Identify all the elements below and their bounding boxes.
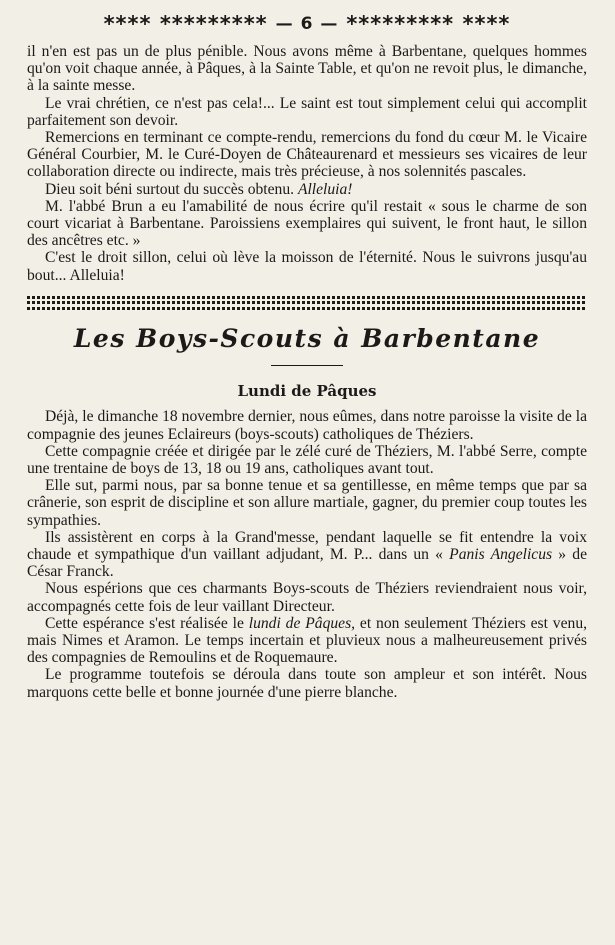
- panis-angelicus-italic: Panis Angelicus: [449, 545, 553, 563]
- article-subtitle: Lundi de Pâques: [237, 382, 377, 401]
- paragraph-text: » de César Franck.: [27, 545, 588, 581]
- paragraph: Cette compagnie créée et dirigée par le zélé curé de Théziers, M. l'abbé Serre, compte une trentaine de boys de 13, 18 ou 19 ans, catholiques avant tout.: [27, 442, 587, 477]
- paragraph: [27, 181, 587, 198]
- lundi-de-paques-italic: lundi de Pâques,: [248, 614, 356, 632]
- paragraph-text: Ils assistèrent en corps à la Grand'messe, pendant laquelle se fit entendre la voix chaude et sympathique d'un vaillant adjudant, M. P... dans un «: [27, 528, 587, 563]
- header-right-stars: ********* ****: [346, 12, 511, 36]
- paragraph: [27, 529, 587, 581]
- paragraph: Elle sut, parmi nous, par sa bonne tenue et sa gentillesse, en même temps que par sa crânerie, son esprit de discipline et son allure martiale, gagner, du premier coup toutes les sympathies.: [27, 477, 587, 529]
- paragraph: Le vrai chrétien, ce n'est pas cela!... Le saint est tout simplement celui qui accomplit parfaitement son devoir.: [27, 94, 587, 129]
- article-title: Les Boys-Scouts à Barbentane: [73, 323, 541, 353]
- paragraph: Nous espérions que ces charmants Boys-scouts de Théziers reviendraient nous voir, accompagnés cette fois de leur vaillant Directeur.: [27, 580, 587, 615]
- paragraph: il n'en est pas un de plus pénible. Nous avons même à Barbentane, quelques hommes qu'on voit chaque année, à Pâques, à la Sainte Table, et qu'on ne revoit plus, le dimanche, à la sainte messe.: [27, 43, 587, 95]
- paragraph-text: et non seulement Théziers est venu, mais Nimes et Aramon. Le temps incertain et pluvieux nous a malheureusement privés des compagnies de Remoulins et de Roquemaure.: [27, 614, 588, 667]
- paragraph-text: Cette espérance s'est réalisée le: [45, 614, 249, 632]
- paragraph: Déjà, le dimanche 18 novembre dernier, nous eûmes, dans notre paroisse la visite de la compagnie des jeunes Eclaireurs (boys-scouts) catholiques de Théziers.: [27, 408, 587, 443]
- title-rule: [271, 365, 343, 367]
- alleluia-italic: Alleluia!: [297, 180, 353, 198]
- paragraph: Le programme toutefois se déroula dans toute son ampleur et son intérêt. Nous marquons cette belle et bonne journée d'une pierre blanche.: [27, 666, 587, 701]
- page-number: — 6 —: [275, 14, 339, 34]
- paragraph: C'est le droit sillon, celui où lève la moisson de l'éternité. Nous le suivrons jusqu'au bout... Alleluia!: [27, 249, 587, 284]
- section-separator: [27, 296, 587, 310]
- header-left-stars: **** *********: [103, 12, 268, 36]
- paragraph: M. l'abbé Brun a eu l'amabilité de nous écrire qu'il restait « sous le charme de son court vicariat à Barbentane. Paroissiens exemplaires qui suivent, le front haut, le sillon des ancêtres etc. »: [27, 197, 587, 250]
- paragraph: Remercions en terminant ce compte-rendu, remercions du fond du cœur M. le Vicaire Général Courbier, M. le Curé-Doyen de Châteaurenard et messieurs ses vicaires de leur collaboration directe ou indirecte, mais très précieuse, à nos solennités pascales.: [27, 129, 587, 181]
- paragraph: [27, 615, 587, 667]
- paragraph-text: Dieu soit béni surtout du succès obtenu.: [45, 180, 298, 198]
- page-header: [27, 10, 587, 38]
